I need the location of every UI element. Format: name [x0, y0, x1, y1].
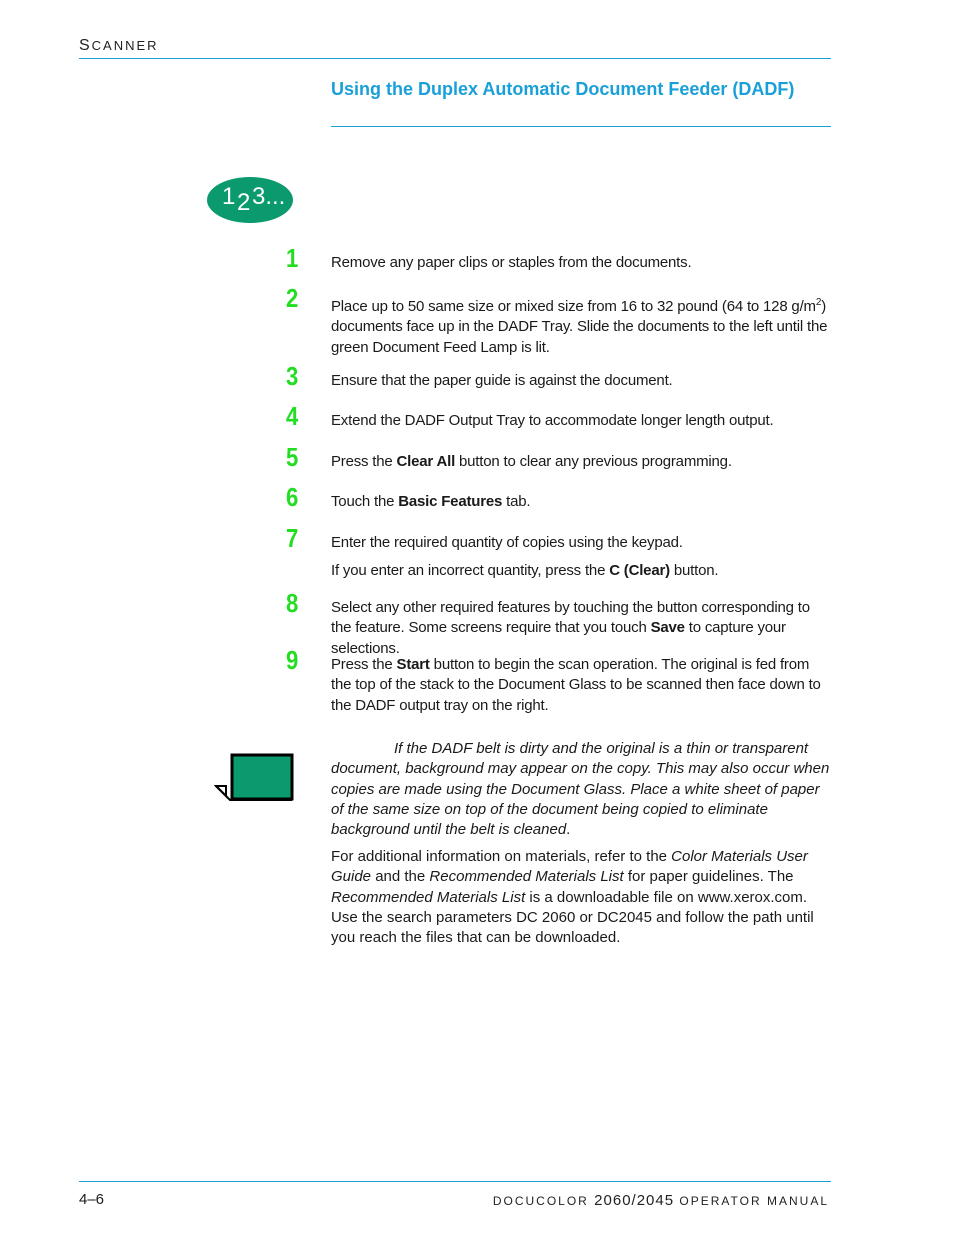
procedure-icon-digit-2: 2 — [237, 189, 251, 216]
section-title: Using the Duplex Automatic Document Feeder (DADF) — [331, 79, 795, 99]
footer-title — [493, 1192, 829, 1209]
button-name: Start — [396, 656, 430, 673]
header-rule — [79, 58, 831, 59]
step-text — [331, 253, 831, 273]
step-number: 7 — [286, 523, 299, 553]
running-head-initial: S — [79, 37, 92, 54]
guide-title: Color Materials User Guide — [331, 848, 808, 886]
step-text — [331, 492, 831, 512]
info-text-part: and the — [371, 868, 430, 886]
step-number: 8 — [286, 588, 299, 618]
step-text-part: Ensure that the paper guide is against the document. — [331, 372, 673, 389]
step-number: 3 — [286, 361, 299, 391]
footer-manual: OPERATOR MANUAL — [674, 1194, 829, 1208]
title-rule — [331, 126, 831, 127]
step-text — [331, 293, 831, 358]
step-text-part: Select any other required features by touching the button corresponding to the feature. Some screens require that you touch — [331, 599, 810, 637]
step-text — [331, 371, 831, 391]
procedure-icon-digit-1: 1 — [222, 183, 236, 210]
list-title: Recommended Materials List — [429, 868, 624, 886]
running-head-rest: CANNER — [91, 38, 159, 53]
info-paragraph — [331, 847, 831, 948]
note-text — [331, 739, 831, 840]
procedure-steps-icon — [207, 177, 293, 223]
button-name: Save — [650, 619, 685, 637]
step-text-part: ) documents face up in the DADF Tray. Slide the documents to the left until the green Document Feed Lamp is lit. — [331, 298, 828, 356]
button-name: Clear All — [396, 453, 456, 470]
superscript: 2 — [815, 297, 822, 308]
step-text-part: Press the — [331, 453, 397, 470]
step-text — [331, 452, 831, 472]
info-text-part: for paper guidelines. The — [623, 868, 794, 886]
step-number: 6 — [286, 482, 299, 512]
step-text — [331, 411, 831, 431]
step-number: 1 — [286, 243, 299, 273]
page-number: 4–6 — [79, 1191, 105, 1208]
step-text-part: button to clear any previous programming. — [455, 453, 732, 470]
step-number: 9 — [286, 645, 299, 675]
info-text-part: For additional information on materials, refer to the — [331, 848, 672, 865]
footer-model: 2060/2045 — [594, 1192, 675, 1209]
step-text — [331, 533, 831, 553]
step-number: 5 — [286, 442, 299, 472]
note-body: If the DADF belt is dirty and the original is a thin or transparent document, background may appear on the copy. This may also occur when copies are made using the Document Glass. Place a white sheet of paper of the same size on top of the document being copied to eliminate background until the belt is cleaned — [331, 740, 830, 839]
step-text-part: Press the — [331, 656, 397, 673]
step-number: 4 — [286, 401, 299, 431]
step-text-part: button. — [669, 562, 719, 579]
running-head — [79, 37, 159, 55]
footer-rule — [79, 1181, 831, 1182]
note-period: . — [566, 821, 571, 839]
step-text — [331, 598, 831, 659]
step-text-part: Enter the required quantity of copies using the keypad. — [331, 534, 683, 551]
note-icon — [214, 752, 294, 804]
step-text-part: Place up to 50 same size or mixed size from 16 to 32 pound (64 to 128 g/m — [331, 298, 816, 315]
step-text-part: button to begin the scan operation. The original is fed from the top of the stack to the Document Glass to be scanned then face down to the DADF output tray on the right. — [331, 656, 821, 714]
list-title: Recommended Materials List — [331, 888, 526, 906]
button-name: C (Clear) — [609, 562, 670, 579]
info-text-part: is a downloadable file on www.xerox.com. Use the search parameters DC 2060 or DC2045 and follow the path until you reach the files that can be downloaded. — [331, 888, 814, 947]
step-text-part: Touch the — [331, 493, 399, 510]
step-text — [331, 655, 831, 716]
tab-name: Basic Features — [398, 493, 503, 510]
step-text-part: Remove any paper clips or staples from the documents. — [331, 254, 692, 271]
step-subtext — [331, 561, 831, 581]
step-number: 2 — [286, 283, 299, 313]
step-text-part: Extend the DADF Output Tray to accommodate longer length output. — [331, 412, 774, 429]
step-text-part: tab. — [502, 493, 531, 510]
step-text-part: If you enter an incorrect quantity, press the — [331, 562, 610, 579]
footer-brand: DOCUCOLOR — [492, 1194, 595, 1208]
step-text-part: to capture your selections. — [331, 619, 786, 657]
procedure-icon-digit-3: 3... — [252, 183, 286, 210]
